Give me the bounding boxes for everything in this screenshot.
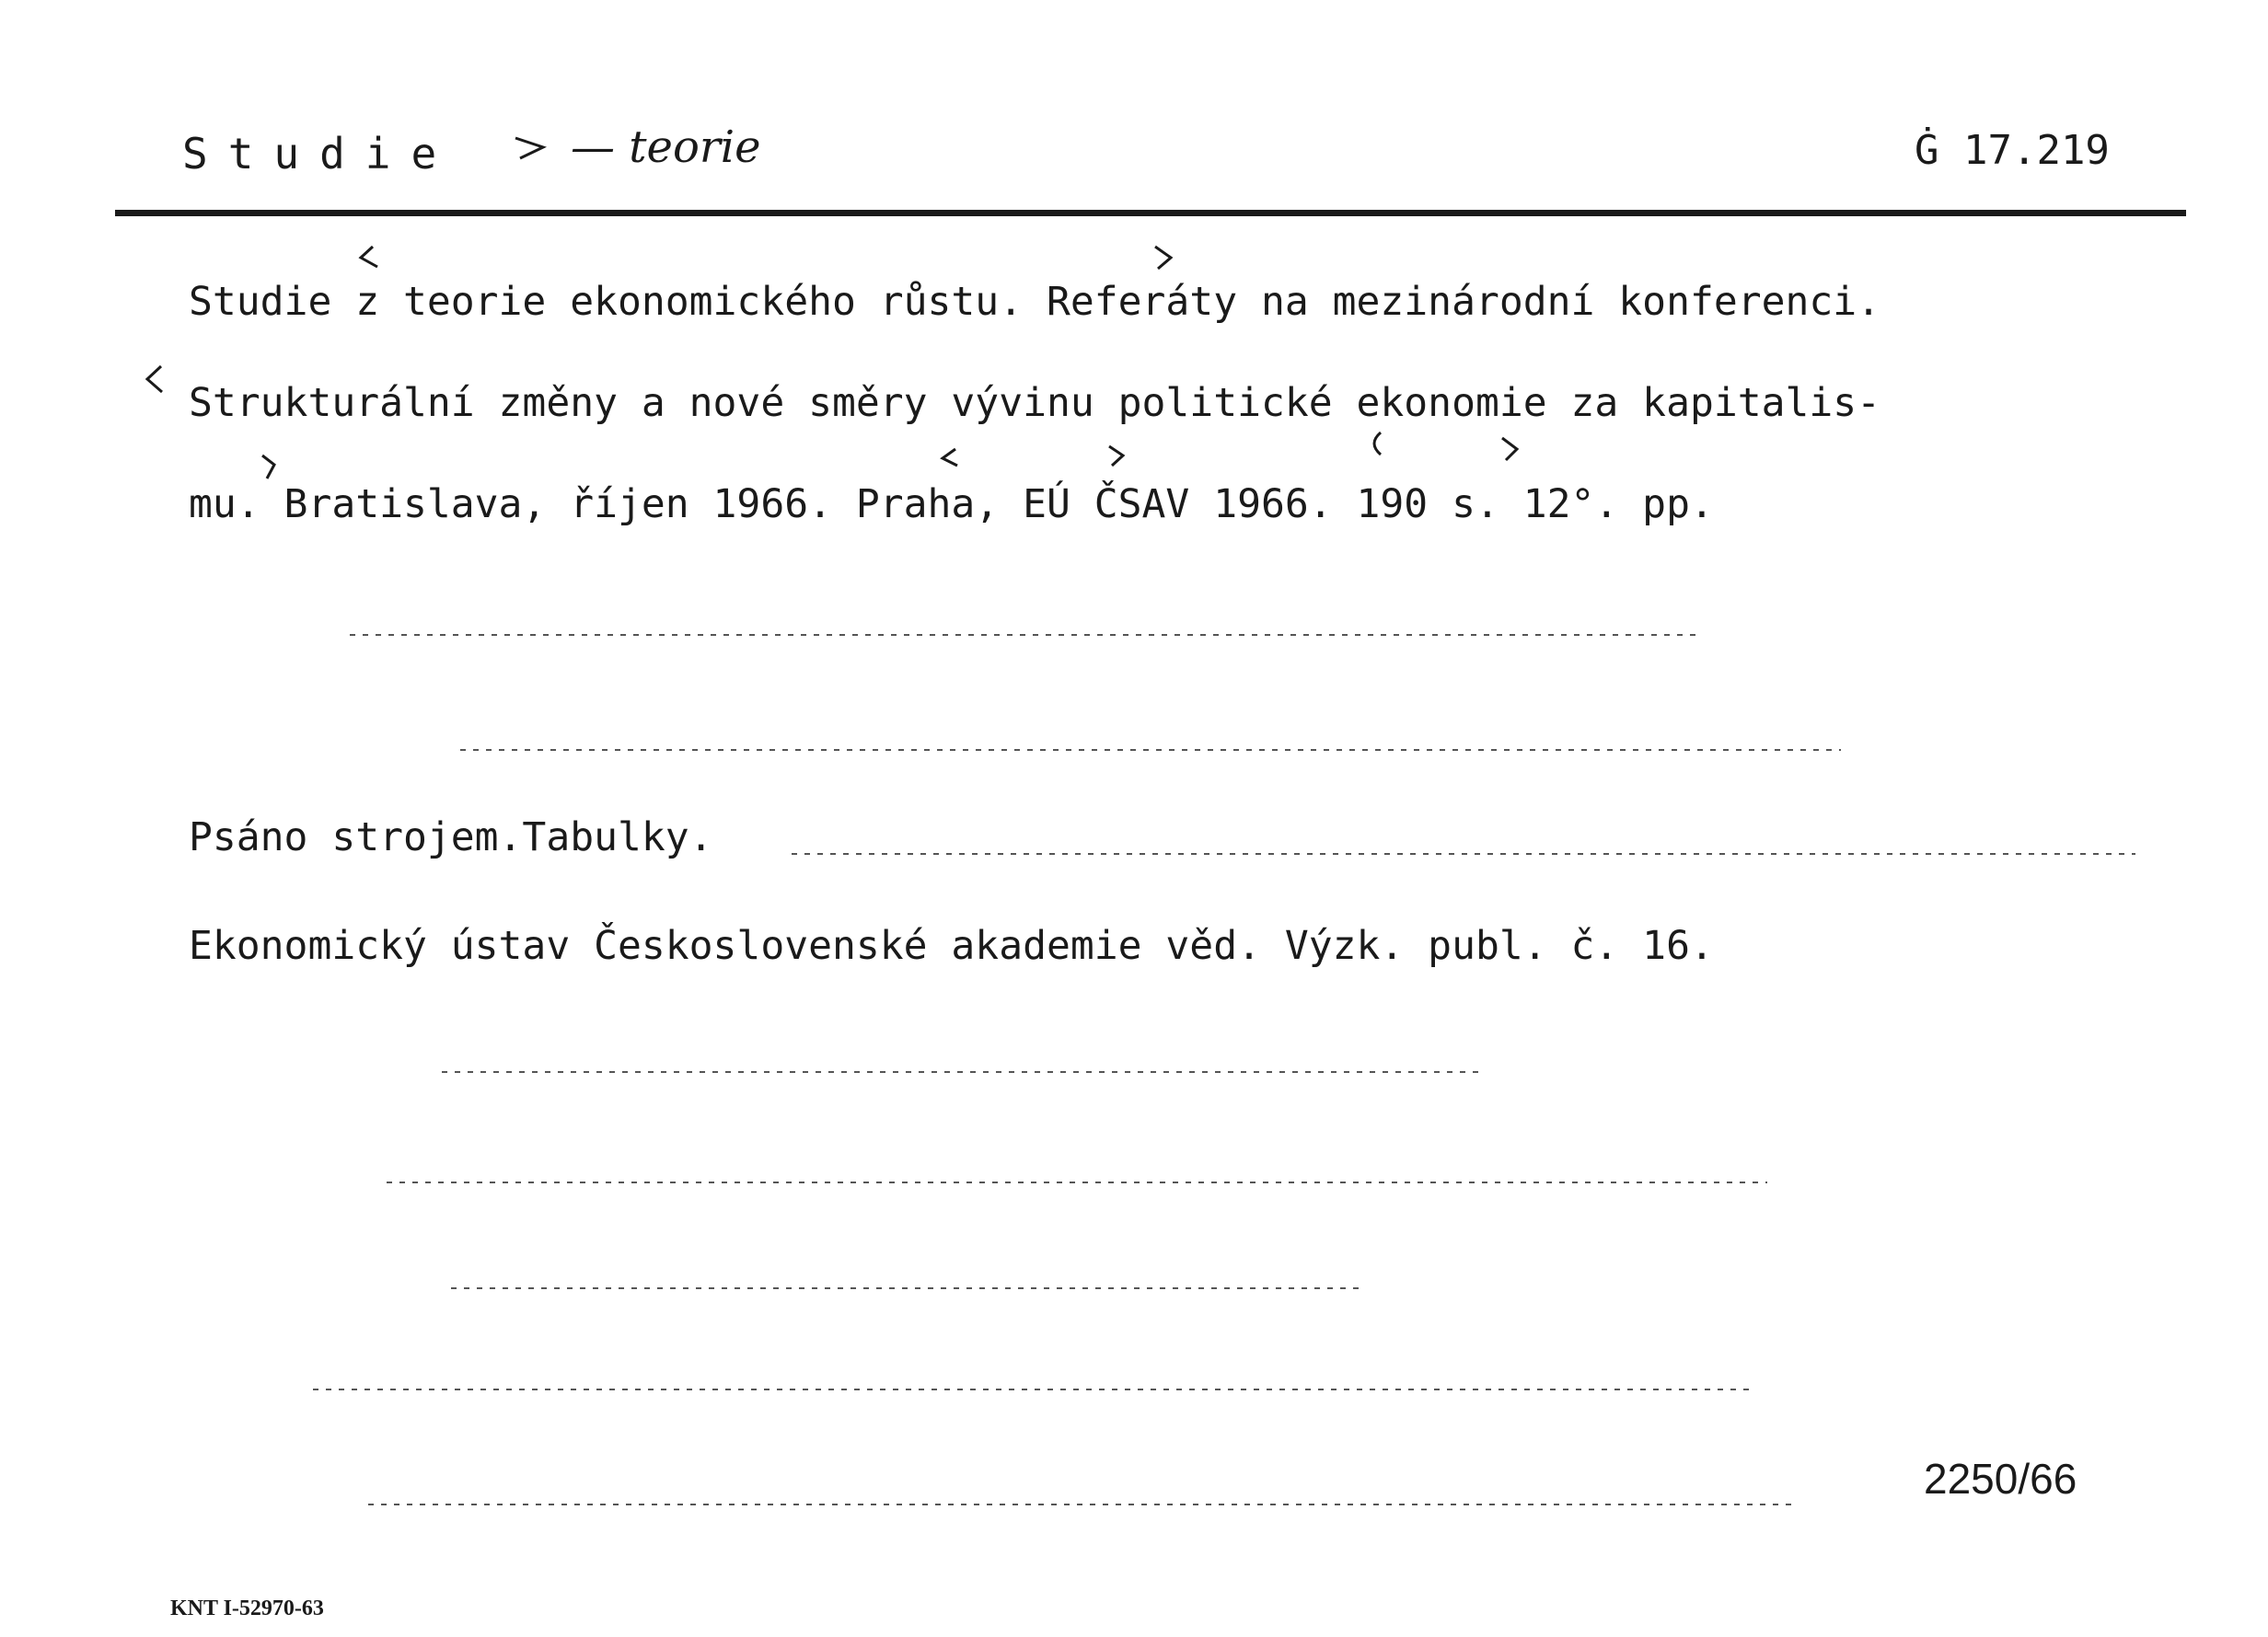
correction-mark: [1502, 438, 1517, 460]
correction-mark: [515, 138, 543, 158]
footer-code: KNT I-52970-63: [170, 1597, 324, 1620]
note-typed-tables: Psáno strojem.Tabulky.: [189, 814, 713, 860]
header-rule: [115, 210, 2186, 216]
correction-mark: [1109, 446, 1123, 466]
correction-mark: [1374, 432, 1381, 455]
correction-mark: [943, 449, 957, 466]
accession-number: 2250/66: [1924, 1455, 2077, 1503]
entry-line-2: Strukturální změny a nové směry vývinu politické ekonomie za kapitalis-: [189, 380, 1881, 426]
call-number: Ġ 17.219: [1915, 127, 2110, 174]
entry-line-3: mu. Bratislava, říjen 1966. Praha, EÚ ČSAV 1966. 190 s. 12°. pp.: [189, 481, 1714, 527]
card-heading: Studie: [182, 129, 457, 179]
correction-mark: [147, 366, 162, 392]
note-series: Ekonomický ústav Československé akademie věd. Výzk. publ. č. 16.: [189, 923, 1714, 969]
correction-mark: [1155, 247, 1171, 269]
correction-mark: [361, 247, 377, 267]
handwritten-subject: — teorie: [571, 121, 761, 173]
entry-line-1: Studie z teorie ekonomického růstu. Referáty na mezinárodní konferenci.: [189, 279, 1881, 325]
correction-mark: [262, 455, 274, 478]
